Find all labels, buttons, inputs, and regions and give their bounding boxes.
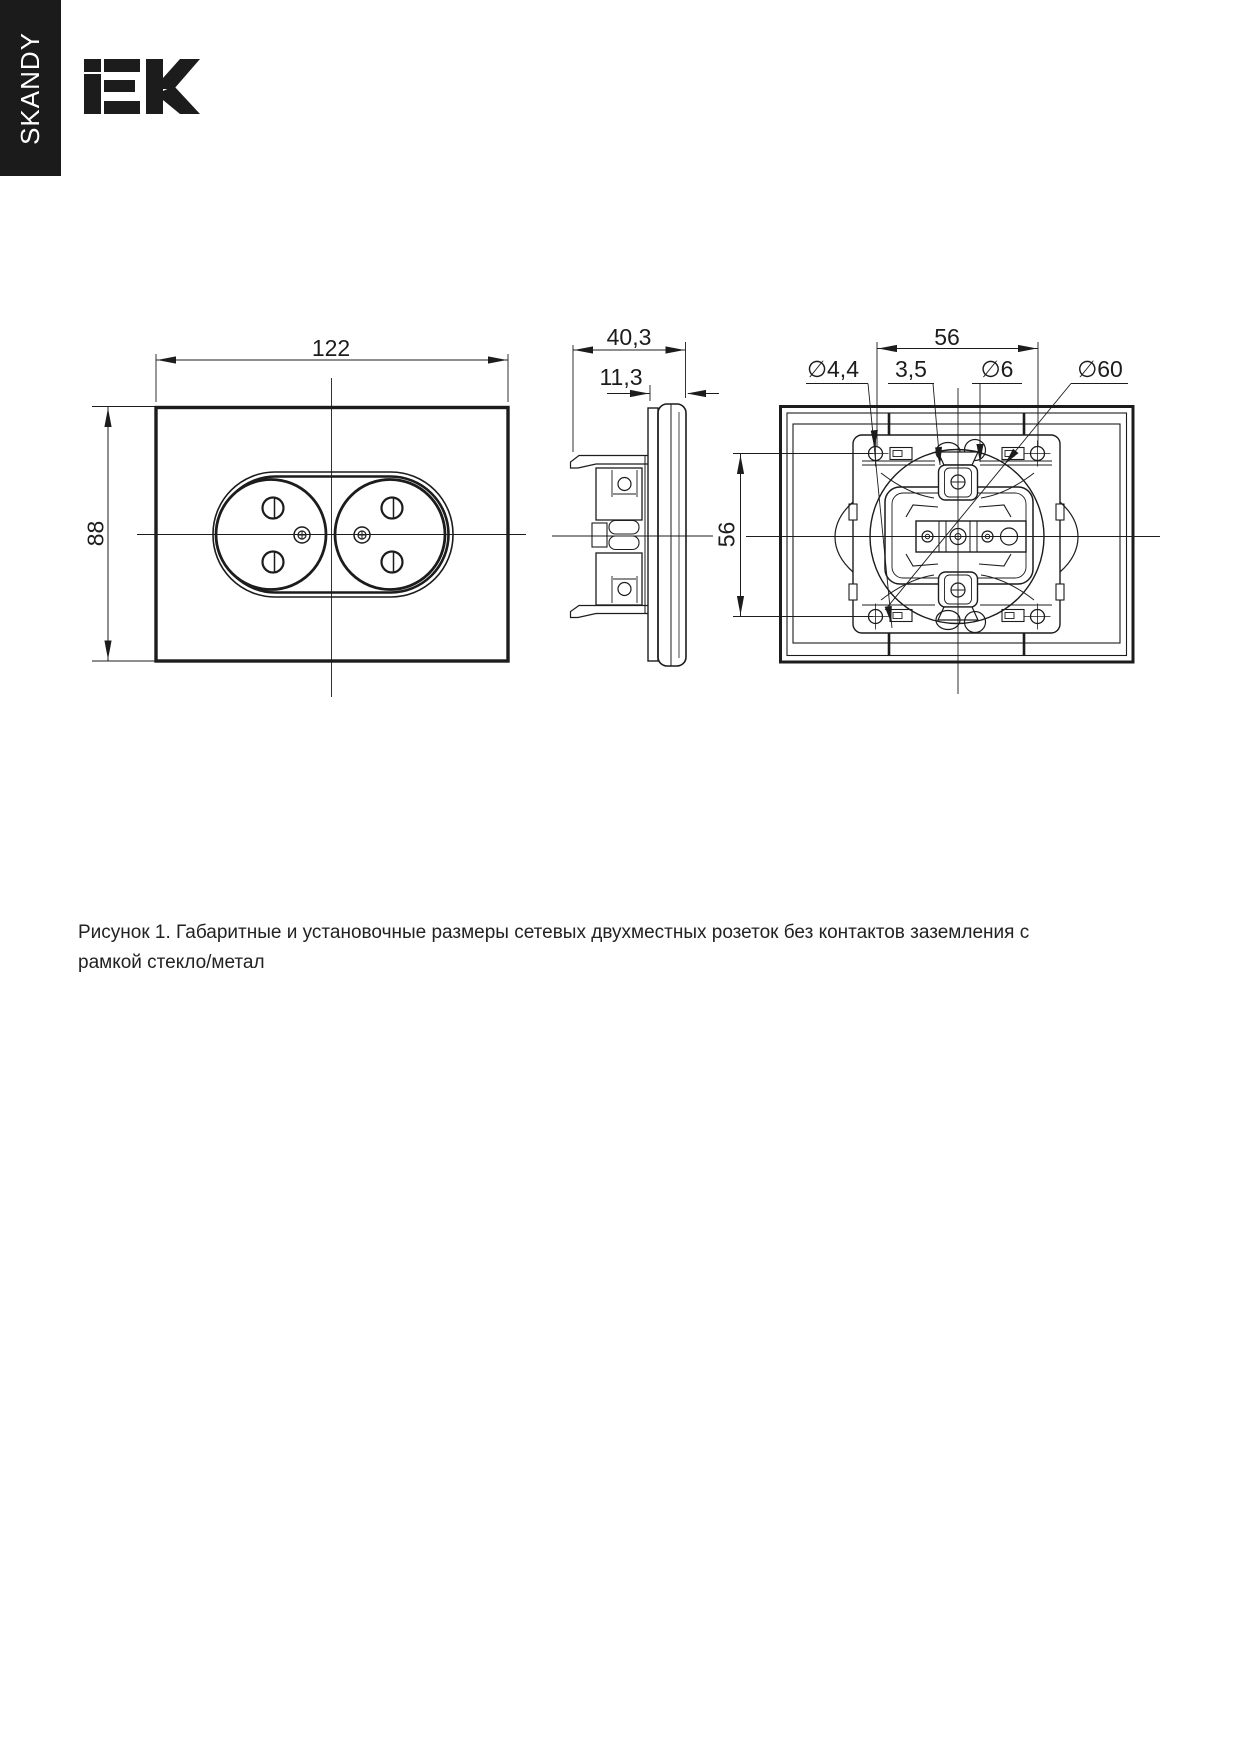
rear-view bbox=[733, 342, 1160, 694]
dimension-side-frame-thickness: 11,3 bbox=[599, 364, 643, 390]
label-box-diameter: ∅60 bbox=[1077, 356, 1123, 382]
label-hole-diameter: ∅6 bbox=[980, 356, 1014, 382]
series-sidebar bbox=[0, 0, 61, 176]
figure-caption bbox=[78, 918, 1138, 978]
dimension-side-depth: 40,3 bbox=[606, 324, 652, 350]
iek-logo bbox=[80, 52, 205, 117]
side-view bbox=[552, 342, 719, 666]
front-view bbox=[92, 354, 526, 697]
series-label: SKANDY bbox=[15, 31, 45, 145]
dimension-rear-mount-height: 56 bbox=[713, 521, 740, 548]
label-screw-hole-diameter: ∅4,4 bbox=[806, 356, 859, 382]
dimension-front-width: 122 bbox=[311, 335, 351, 361]
figure-caption-line-1: Рисунок 1. Габаритные и установочные размеры сетевых двухместных розеток без контактов заземления с bbox=[78, 922, 1030, 943]
dimension-rear-mount-width: 56 bbox=[934, 324, 960, 350]
figure-caption-line-2: рамкой стекло/метал bbox=[78, 952, 265, 973]
dimension-front-height: 88 bbox=[82, 520, 109, 547]
label-slot-width: 3,5 bbox=[895, 356, 927, 382]
